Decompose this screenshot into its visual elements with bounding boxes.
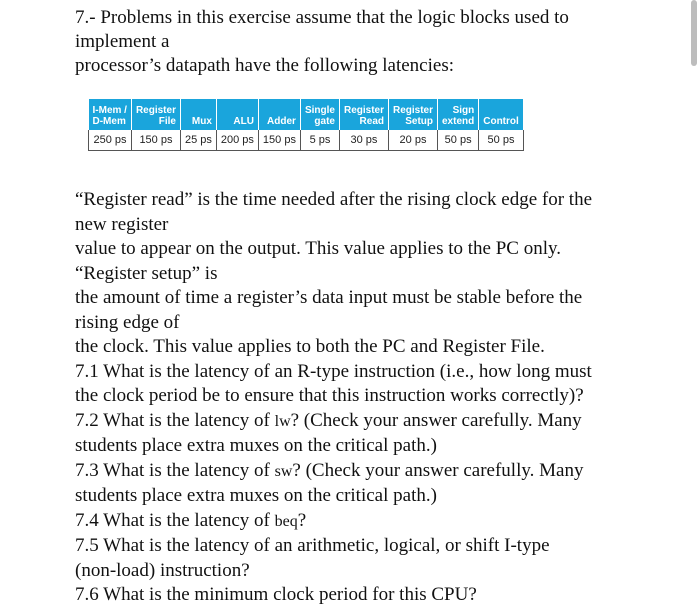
value-imem-dmem: 250 ps: [89, 130, 132, 151]
value-adder: 150 ps: [258, 130, 300, 151]
scrollbar-thumb[interactable]: [691, 0, 697, 66]
value-register-file: 150 ps: [131, 130, 180, 151]
code-sw: sw: [274, 462, 293, 480]
value-alu: 200 ps: [216, 130, 258, 151]
header-mux: Mux: [180, 99, 216, 130]
body-line: value to appear on the output. This value applies to the PC only.: [75, 238, 561, 259]
question-7-5: 7.5 What is the latency of an arithmetic, logical, or shift I-type: [75, 535, 550, 556]
intro-line: 7.- Problems in this exercise assume that the logic blocks used to: [75, 7, 569, 28]
value-register-read: 30 ps: [339, 130, 388, 151]
latency-header-row: [89, 99, 524, 130]
question-7-3-cont: students place extra muxes on the critical path.): [75, 485, 437, 506]
body-line: “Register read” is the time needed after the rising clock edge for the: [75, 189, 592, 210]
body-line: the amount of time a register’s data input must be stable before the: [75, 287, 583, 308]
code-beq: beq: [274, 512, 298, 530]
header-alu: ALU: [216, 99, 258, 130]
problem-intro: [75, 6, 635, 78]
header-adder: Adder: [258, 99, 300, 130]
question-7-5-cont: (non-load) instruction?: [75, 559, 250, 581]
body-line: “Register setup” is: [75, 262, 218, 284]
question-7-3: 7.3 What is the latency of sw? (Check your answer carefully. Many: [75, 459, 584, 481]
header-sign-extend: Sign extend: [438, 99, 479, 130]
question-7-6: 7.6 What is the minimum clock period for this CPU?: [75, 584, 477, 605]
latency-value-row: [89, 130, 524, 151]
header-imem-dmem: I-Mem / D-Mem: [89, 99, 132, 130]
header-register-setup: Register Setup: [388, 99, 437, 130]
body-line: new register: [75, 213, 169, 235]
value-control: 50 ps: [479, 130, 524, 151]
body-line: rising edge of: [75, 311, 180, 333]
header-control: Control: [479, 99, 524, 130]
value-single-gate: 5 ps: [300, 130, 339, 151]
header-register-file: Register File: [131, 99, 180, 130]
question-7-2-cont: students place extra muxes on the critical path.): [75, 435, 437, 456]
intro-line: processor’s datapath have the following latencies:: [75, 55, 454, 76]
header-single-gate: Single gate: [300, 99, 339, 130]
question-7-1: 7.1 What is the latency of an R-type instruction (i.e., how long must: [75, 360, 592, 382]
latency-table: [88, 99, 524, 151]
question-7-1-cont: the clock period be to ensure that this instruction works correctly)?: [75, 385, 584, 406]
intro-line: implement a: [75, 31, 170, 52]
body-line: the clock. This value applies to both the PC and Register File.: [75, 336, 545, 357]
value-sign-extend: 50 ps: [438, 130, 479, 151]
value-mux: 25 ps: [180, 130, 216, 151]
question-7-2: 7.2 What is the latency of lw? (Check your answer carefully. Many: [75, 409, 582, 431]
problem-body: [75, 188, 650, 608]
header-register-read: Register Read: [339, 99, 388, 130]
question-7-4: 7.4 What is the latency of beq?: [75, 509, 307, 531]
value-register-setup: 20 ps: [388, 130, 437, 151]
code-lw: lw: [274, 412, 291, 430]
